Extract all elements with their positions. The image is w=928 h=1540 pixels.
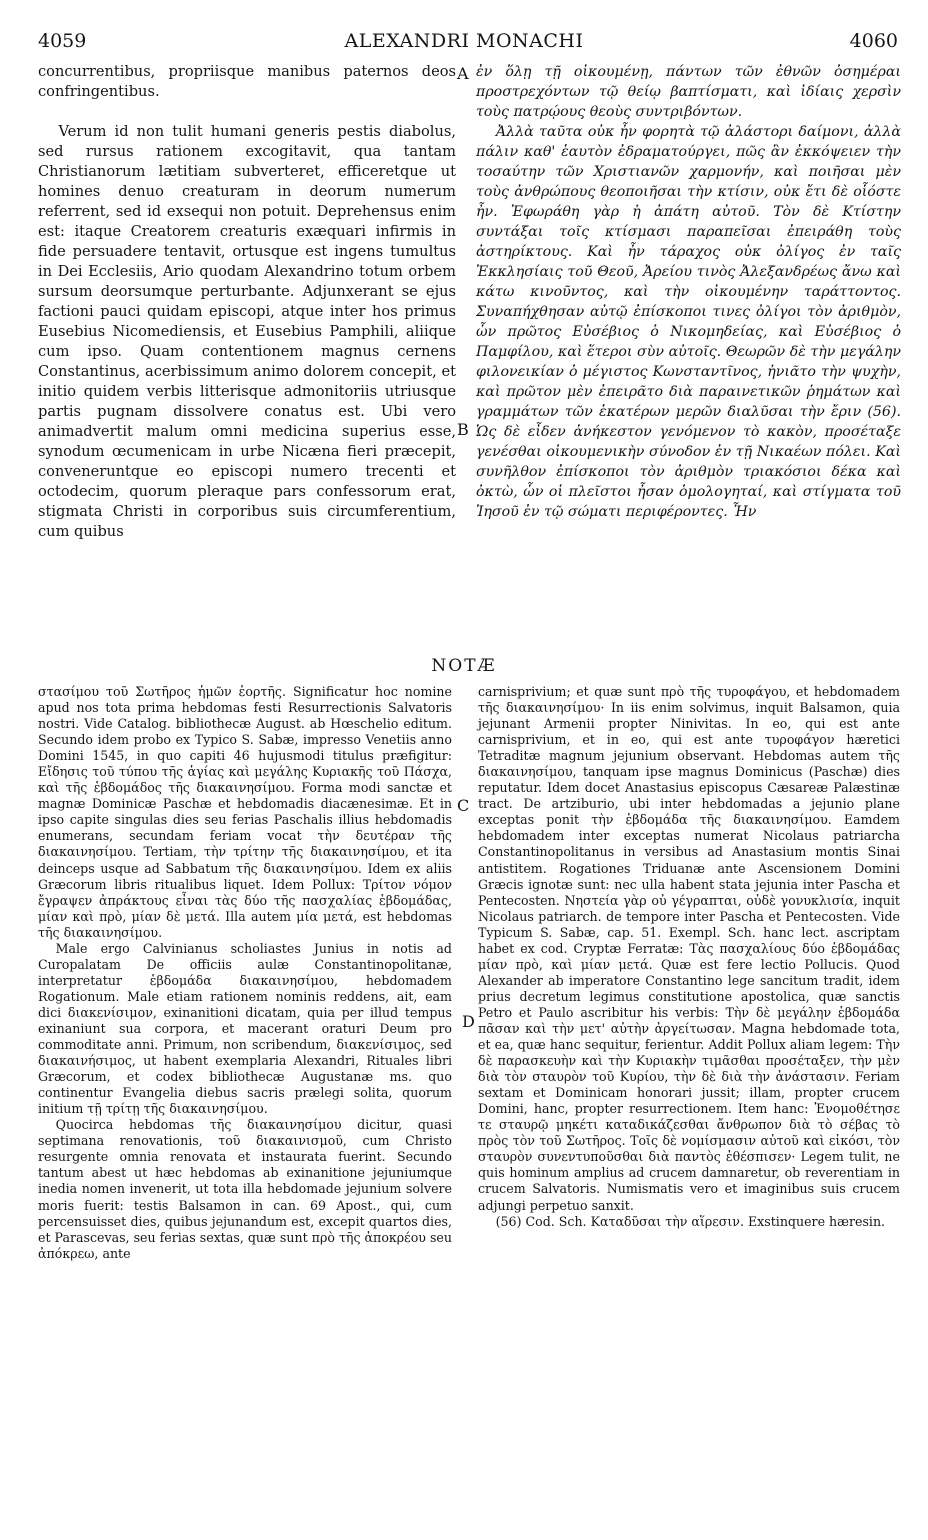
note-paragraph: Quocirca hebdomas τῆς διακαινησίμου dicitur, quasi septimana renovationis, τοῦ διακαινισμοῦ, cum Christo resurgente omnia renovata et instaurata fuerint. Secundo tantum abest ut hæc hebdomas ab exinanitione jejuniumque inedia nomen invenerit, ut tota illa hebdomade jejunium solvere moris fuerit: testis Balsamon in can. 69 Apost., qui, cum percensuisset dies, quibus jejunandum est, excepit quartos dies, et Parascevas, seu ferias sextas, quæ sunt πρὸ τῆς ἀποκρέου seu ἀπόκρεω, ante (38, 1117, 452, 1261)
margin-marker-b: B (457, 420, 469, 439)
note-paragraph: Male ergo Calvinianus scholiastes Junius in notis ad Curopalatam De officiis aulæ Constantinopolitanæ, interpretatur ἑβδομάδα διακαινησίμου, hebdomadem Rogationum. Male etiam rationem nominis reddens, ait, eam dici διακενίσιμον, exinanitioni dicatam, quia per illud tempus exinaniunt sua corpora, et macerant oraturi Deum pro commoditate anni. Primum, non scribendum, διακενίσιμος, sed διακαινήσιμος, ut habent exemplaria Alexandri, Rituales libri Græcorum, et codex bibliothecæ Augustanæ ms. quo continentur Evangelia diebus sacris prælegi solita, quorum initium τῇ τρίτῃ τῆς διακαινησίμου. (38, 940, 452, 1117)
latin-paragraph: concurrentibus, propriisque manibus paternos deos confringentibus. (38, 63, 456, 100)
margin-marker-a: A (457, 64, 469, 83)
margin-marker-c: C (457, 796, 470, 815)
margin-marker-d: D (462, 1012, 475, 1031)
notes-heading: NOTÆ (431, 656, 497, 676)
left-page-number: 4059 (38, 30, 87, 52)
latin-paragraph: Verum id non tulit humani generis pestis diabolus, sed rursus rationem excogitavit, qua tantam Christianorum lætitiam subverteret, efficeretque ut homines denuo creaturam in deorum numerum referrent, sed id exsequi non potuit. Deprehensus enim est: itaque Creatorem creaturis exæquari infirmis in fide persuadere tentavit, ortusque est ingens tumultus in Dei Ecclesiis, Ario quodam Alexandrino totum orbem sursum deorsumque perturbante. Adjunxerant se ejus factioni pauci quidam episcopi, atque inter hos primus Eusebius Nicomediensis, et Eusebius Pamphili, aliique cum ipso. Quam contentionem magnus cernens Constantinus, acerbissimum animo dolorem concepit, et initio quidem verbis litterisque admonitoriis utriusque partis pugnam dissolvere conatus est. Ubi vero animadvertit malum omni medicina superius esse, synodum œcumenicam in urbe Nicæna fieri præcepit, conveneruntque eo episcopi numero trecenti et octodecim, quorum pleraque pars confessorum erat, stigmata Christi in corporibus suis circumferentium, cum quibus (38, 123, 456, 540)
right-page-number: 4060 (849, 30, 898, 52)
footnote-56: (56) Cod. Sch. Καταδῦσαι τὴν αἵρεσιν. Exstinquere hæresin. (495, 1213, 886, 1229)
greek-text-column (476, 62, 901, 522)
notes-left-column (38, 684, 452, 1262)
notes-right-column (478, 684, 900, 1230)
running-title: ALEXANDRI MONACHI (344, 30, 584, 52)
greek-paragraph: Ἀλλὰ ταῦτα οὐκ ἦν φορητὰ τῷ ἀλάστορι δαίμονι, ἀλλὰ πάλιν καθ' ἑαυτὸν ἐδραματούργει, πῶς ἂν ἐκκόψειεν τὴν τοσαύτην τῶν Χριστιανῶν χαρμονήν, καὶ ποιῆσαι μὲν τοὺς ἀνθρώπους θεοποιῆσαι τὴν κτίσιν, οὐκ ἔτι δὲ οἷόστε ἦν. Ἐφωράθη γὰρ ἡ ἀπάτη αὐτοῦ. Τὸν δὲ Κτίστην συντάξαι τοῖς κτίσμασι παραπεῖσαι ἐπειράθη τοὺς ἀστηρίκτους. Καὶ ἦν τάραχος οὐκ ὀλίγος ἐν ταῖς Ἐκκλησίαις τοῦ Θεοῦ, Ἀρείου τινὸς Ἀλεξανδρέως ἄνω καὶ κάτω κινοῦντος, καὶ τὴν οἰκουμένην ταράττοντος. Συναπήχθησαν αὐτῷ ἐπίσκοποι τινες ὀλίγοι τὸν ἀριθμὸν, ὧν πρῶτος Εὐσέβιος ὁ Νικομηδείας, καὶ Εὐσέβιος ὁ Παμφίλου, καὶ ἕτεροι σὺν αὐτοῖς. Θεωρῶν δὲ τὴν μεγάλην φιλονεικίαν ὁ μέγιστος Κωνσταντῖνος, ἠνιᾶτο τὴν ψυχὴν, καὶ πρῶτον μὲν ἐπειρᾶτο διὰ παραινετικῶν ῥημάτων καὶ γραμμάτων τῶν ἑκατέρων μερῶν διαλῦσαι τὴν ἔριν (56). Ὡς δὲ εἶδεν ἀνήκεστον γενόμενον τὸ κακὸν, προσέταξε γενέσθαι οἰκουμενικὴν σύνοδον ἐν τῇ Νικαέων πόλει. Καὶ συνῆλθον ἐπίσκοποι τὸν ἀριθμὸν τριακόσιοι δέκα καὶ ὀκτὼ, ὧν οἱ πλεῖστοι ἦσαν ὁμολογηταί, καὶ στίγματα τοῦ Ἰησοῦ ἐν τῷ σώματι περιφέροντες. Ἦν (476, 124, 901, 520)
latin-text-column (38, 62, 456, 542)
note-paragraph: carnisprivium; et quæ sunt πρὸ τῆς τυροφάγου, et hebdomadem τῆς διακαινησίμου· In iis enim solvimus, inquit Balsamon, quia jejunant Armenii propter Ninivitas. In eo, qui est ante carnisprivium, et in eo, qui est ante τυροφάγον hæretici Tetraditæ magnum jejunium observant. Hebdomas autem τῆς διακαινησίμου, tanquam ipse magnus Dominicus (Paschæ) dies reputatur. Idem docet Anastasius episcopus Cæsareæ Palæstinæ tract. De artziburio, ubi inter hebdomadas a jejunio plane exceptas ponit τὴν ἑβδομάδα τῆς διακαινησίμου. Eamdem hebdomadem inter exceptas numerat Nicolaus patriarcha Constantinopolitanus in versibus ad Anastasium montis Sinai antistitem. Rogationes Triduanæ ante Ascensionem Domini Græcis ignotæ sunt: nec ulla habent stata jejunia inter Pascha et Pentecosten. Νηστεία γὰρ οὐ γέγραπται, οὐδὲ γονυκλισία, inquit Nicolaus patriarch. de tempore inter Pascha et Pentecosten. Vide Typicum S. Sabæ, cap. 51. Exempl. Sch. hanc lect. ascriptam habet ex cod. Cryptæ Ferratæ: Τὰς πασχαλίους δύο ἑβδομάδας μίαν πρὸ, καὶ μίαν μετά. Quæ est fere lectio Pollucis. Quod Alexander ab imperatore Constantino lege sancitum tradit, idem prius decretum legimus constitutione apostolica, quæ sanctis Petro et Paulo ascribitur his verbis: Τὴν δὲ μεγάλην ἑβδομάδα πᾶσαν καὶ τὴν μετ' αὐτὴν ἀργείτωσαν. Magna hebdomade tota, et ea, quæ hanc sequitur, ferientur. Addit Pollux aliam legem: Τὴν δὲ παρασκευὴν καὶ τὴν Κυριακὴν τιμᾶσθαι προσέταξεν, τὴν μὲν διὰ τὸν σταυρὸν τοῦ Κυρίου, τὴν δὲ διὰ τὴν ἀνάστασιν. Feriam sextam et Dominicam honorari jussit; illam, propter crucem Domini, hanc, propter resurrectionem. Item hanc: Ἐνομοθέτησε τε σταυρῷ μηκέτι καταδικάζεσθαι ἄνθρωπον διὰ τὸ σέβας τὸ πρὸς τὸν τοῦ Σωτῆρος. Τοῖς δὲ νομίσμασιν αὐτοῦ καὶ εἰκόσι, τὸν σταυρὸν συνεντυποῦσθαι διὰ παντὸς ἐθέσπισεν· Legem tulit, ne quis hominum amplius ad crucem damnaretur, ob reverentiam in crucem Salvatoris. Numismatis vero et imaginibus suis crucem adjungi perpetuo sanxit. (478, 684, 900, 1213)
greek-paragraph: ἐν ὅλῃ τῇ οἰκουμένῃ, πάντων τῶν ἐθνῶν ὁσημέραι προστρεχόντων τῷ θείῳ βαπτίσματι, καὶ ἰδίαις χερσὶν τοὺς πατρῴους θεοὺς συντριβόντων. (476, 64, 901, 120)
note-paragraph: στασίμου τοῦ Σωτῆρος ἡμῶν ἑορτῆς. Significatur hoc nomine apud nos tota prima hebdomas festi Resurrectionis Salvatoris nostri. Vide Catalog. bibliothecæ August. ab Hœschelio editum. Secundo idem probo ex Typico S. Sabæ, impresso Venetiis anno Domini 1545, in quo capiti 46 hujusmodi titulus præfigitur: Εἴδησις τοῦ τύπου τῆς ἁγίας καὶ μεγάλης Κυριακῆς τοῦ Πάσχα, καὶ τῆς ἑβδομάδος τῆς διακαινησίμου. Forma modi sanctæ et magnæ Dominicæ Paschæ et hebdomadis diacænesimæ. Et in ipso capite singulas dies seu ferias Paschalis illius hebdomadis enumerans, secundam feriam vocat τὴν δευτέραν τῆς διακαινησίμου. Tertiam, τὴν τρίτην τῆς διακαινησίμου, et ita deinceps usque ad Sabbatum τῆς διακαινησίμου. Idem ex aliis Græcorum libris ritualibus liquet. Idem Pollux: Τρίτον νόμον ἔγραψεν ἀπράκτους εἶναι τὰς δύο τῆς πασχαλίας ἑβδομάδας, μίαν καὶ πρὸ, μίαν δὲ μετά. Illa autem μία μετά, est hebdomas τῆς διακαινησίμου. (38, 684, 452, 940)
page-header (0, 30, 928, 56)
